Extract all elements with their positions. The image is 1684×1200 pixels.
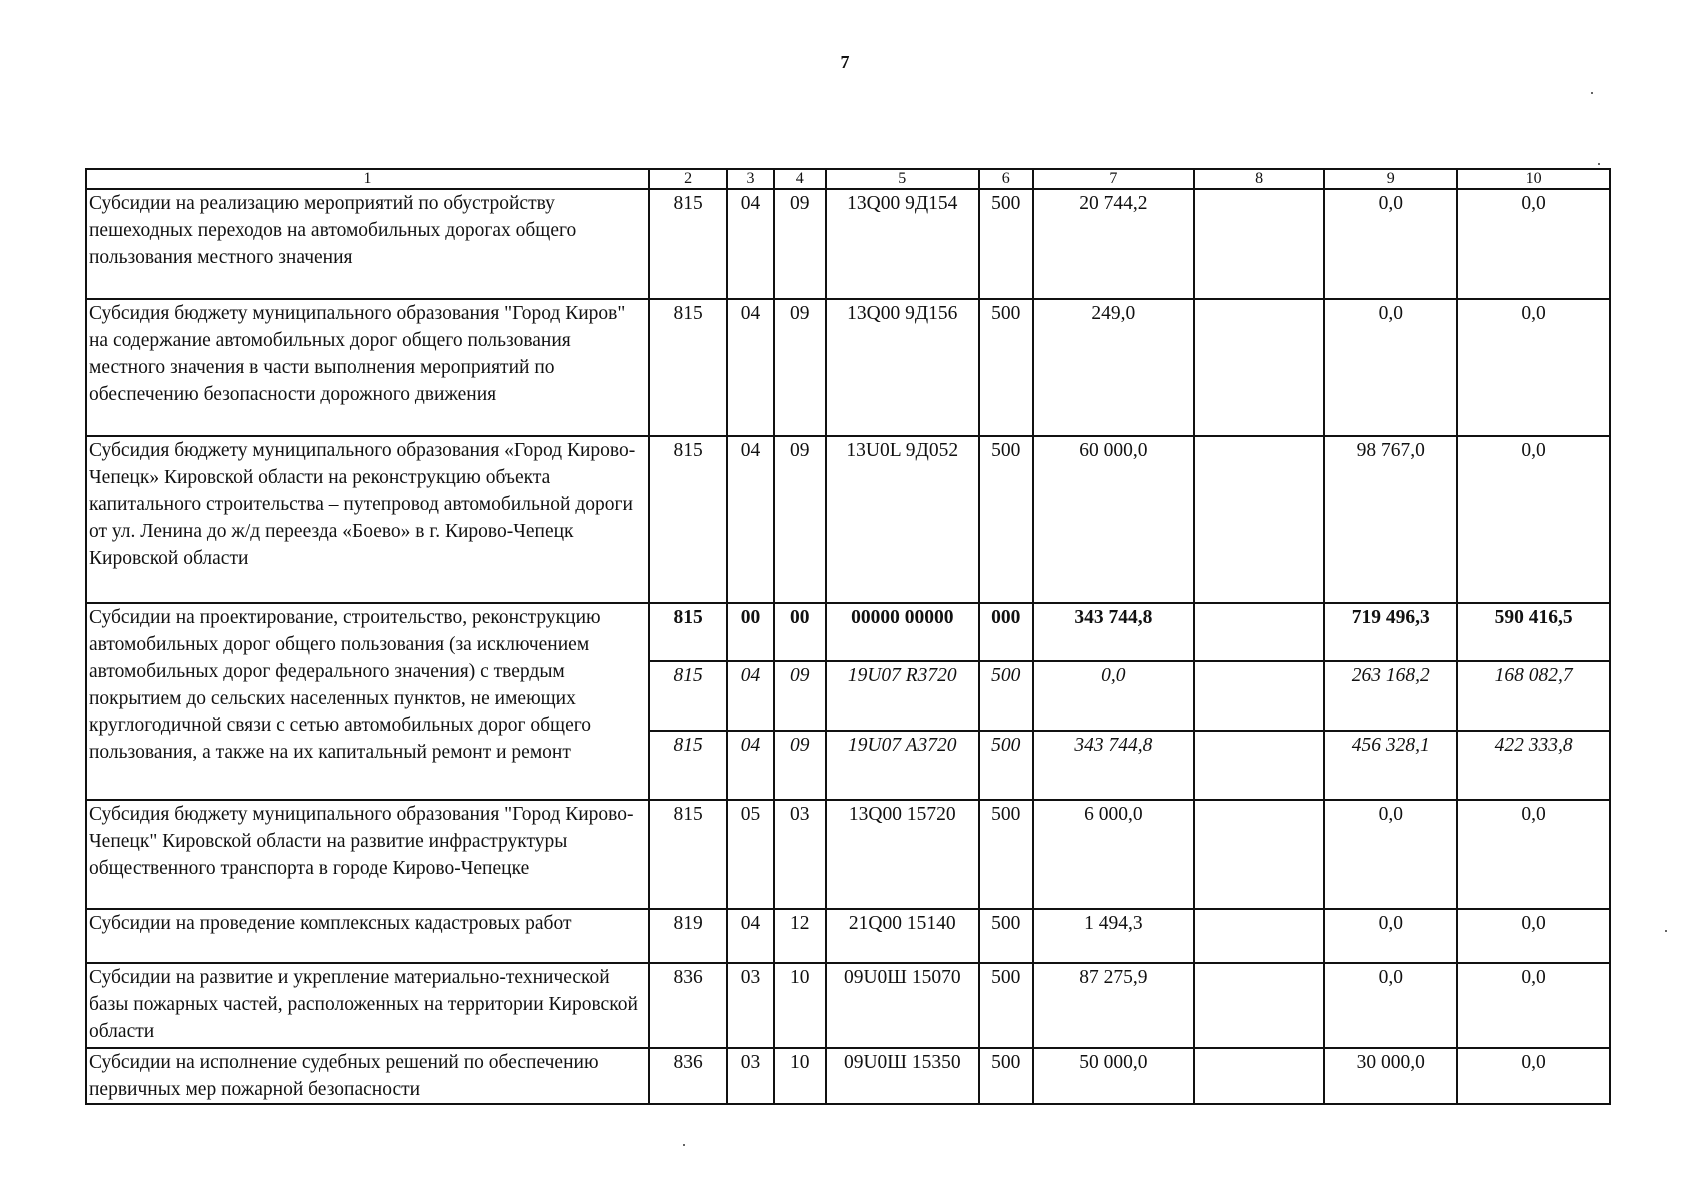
- cell-amount-10: 0,0: [1457, 1048, 1610, 1104]
- cell-expense-type: 500: [979, 731, 1033, 800]
- cell-amount-7: 343 744,8: [1033, 603, 1194, 661]
- cell-section: 03: [727, 1048, 773, 1104]
- cell-subsection: 03: [774, 800, 826, 909]
- cell-subsection: 09: [774, 661, 826, 731]
- col-header: 5: [826, 169, 979, 189]
- cell-amount-9: 0,0: [1324, 189, 1457, 299]
- cell-section: 04: [727, 189, 773, 299]
- cell-target-article: 13Q00 15720: [826, 800, 979, 909]
- cell-amount-9: 98 767,0: [1324, 436, 1457, 603]
- row-description: Субсидии на проведение комплексных кадастровых работ: [86, 909, 649, 963]
- table-row: [86, 1048, 1610, 1104]
- cell-target-article: 09U0Ш 15350: [826, 1048, 979, 1104]
- page-number: 7: [840, 52, 850, 72]
- cell-target-article: 00000 00000: [826, 603, 979, 661]
- row-description: Субсидия бюджету муниципального образования "Город Кирово-Чепецк" Кировской области на развитие инфраструктуры общественного транспорта в городе Кирово-Чепецке: [86, 800, 649, 909]
- cell-amount-8: [1194, 909, 1325, 963]
- cell-code-admin: 819: [649, 909, 727, 963]
- cell-amount-10: 0,0: [1457, 189, 1610, 299]
- cell-target-article: 19U07 A3720: [826, 731, 979, 800]
- cell-amount-7: 87 275,9: [1033, 963, 1194, 1048]
- cell-amount-9: 263 168,2: [1324, 661, 1457, 731]
- cell-amount-9: 0,0: [1324, 963, 1457, 1048]
- cell-amount-7: 1 494,3: [1033, 909, 1194, 963]
- cell-section: 04: [727, 299, 773, 436]
- cell-expense-type: 500: [979, 963, 1033, 1048]
- col-header: 3: [727, 169, 773, 189]
- table-row: [86, 963, 1610, 1048]
- cell-code-admin: 815: [649, 189, 727, 299]
- table-row: [86, 436, 1610, 603]
- cell-subsection: 09: [774, 189, 826, 299]
- cell-amount-8: [1194, 189, 1325, 299]
- cell-section: 04: [727, 731, 773, 800]
- cell-code-admin: 836: [649, 1048, 727, 1104]
- cell-amount-9: 456 328,1: [1324, 731, 1457, 800]
- cell-section: 05: [727, 800, 773, 909]
- cell-target-article: 21Q00 15140: [826, 909, 979, 963]
- cell-subsection: 00: [774, 603, 826, 661]
- cell-target-article: 13Q00 9Д154: [826, 189, 979, 299]
- cell-amount-8: [1194, 1048, 1325, 1104]
- cell-code-admin: 815: [649, 436, 727, 603]
- row-description: Субсидии на развитие и укрепление материально-технической базы пожарных частей, расположенных на территории Кировской области: [86, 963, 649, 1048]
- scan-speck: [683, 1144, 685, 1146]
- col-header: 8: [1194, 169, 1325, 189]
- table-row: [86, 189, 1610, 299]
- cell-subsection: 12: [774, 909, 826, 963]
- cell-amount-8: [1194, 603, 1325, 661]
- row-description: Субсидии на проектирование, строительство, реконструкцию автомобильных дорог общего пользования (за исключением автомобильных дорог федерального значения) с твердым покрытием до сельских населенных пунктов, не имеющих круглогодичной связи с сетью автомобильных дорог общего пользования, а также на их капитальный ремонт и ремонт: [86, 603, 649, 800]
- col-header: 9: [1324, 169, 1457, 189]
- cell-subsection: 09: [774, 299, 826, 436]
- scan-speck: [1665, 930, 1667, 932]
- cell-expense-type: 500: [979, 909, 1033, 963]
- cell-amount-10: 0,0: [1457, 800, 1610, 909]
- row-description: Субсидия бюджету муниципального образования "Город Киров" на содержание автомобильных дорог общего пользования местного значения в части выполнения мероприятий по обеспечению безопасности дорожного движения: [86, 299, 649, 436]
- col-header: 10: [1457, 169, 1610, 189]
- cell-amount-9: 0,0: [1324, 299, 1457, 436]
- cell-amount-7: 60 000,0: [1033, 436, 1194, 603]
- cell-target-article: 13Q00 9Д156: [826, 299, 979, 436]
- cell-subsection: 10: [774, 1048, 826, 1104]
- cell-subsection: 10: [774, 963, 826, 1048]
- cell-code-admin: 815: [649, 603, 727, 661]
- cell-code-admin: 815: [649, 661, 727, 731]
- scan-speck: [1591, 92, 1593, 94]
- cell-amount-9: 30 000,0: [1324, 1048, 1457, 1104]
- cell-target-article: 09U0Ш 15070: [826, 963, 979, 1048]
- cell-amount-7: 249,0: [1033, 299, 1194, 436]
- cell-amount-9: 0,0: [1324, 909, 1457, 963]
- cell-amount-8: [1194, 299, 1325, 436]
- col-header: 7: [1033, 169, 1194, 189]
- budget-table: [85, 168, 1611, 1105]
- cell-section: 04: [727, 909, 773, 963]
- cell-code-admin: 815: [649, 800, 727, 909]
- table-row: [86, 909, 1610, 963]
- cell-subsection: 09: [774, 731, 826, 800]
- row-description: Субсидия бюджету муниципального образования «Город Кирово-Чепецк» Кировской области на реконструкцию объекта капитального строительства – путепровод автомобильной дороги от ул. Ленина до ж/д переезда «Боево» в г. Кирово-Чепецк Кировской области: [86, 436, 649, 603]
- cell-amount-10: 0,0: [1457, 299, 1610, 436]
- cell-expense-type: 500: [979, 299, 1033, 436]
- header-row: [86, 169, 1610, 189]
- cell-expense-type: 500: [979, 189, 1033, 299]
- cell-section: 04: [727, 661, 773, 731]
- col-header: 1: [86, 169, 649, 189]
- cell-amount-9: 0,0: [1324, 800, 1457, 909]
- table-row-total: [86, 603, 1610, 661]
- cell-expense-type: 000: [979, 603, 1033, 661]
- cell-target-article: 13U0L 9Д052: [826, 436, 979, 603]
- cell-amount-10: 0,0: [1457, 909, 1610, 963]
- scan-speck: [1598, 163, 1600, 165]
- cell-amount-8: [1194, 436, 1325, 603]
- cell-amount-10: 0,0: [1457, 436, 1610, 603]
- col-header: 2: [649, 169, 727, 189]
- cell-amount-9: 719 496,3: [1324, 603, 1457, 661]
- cell-code-admin: 836: [649, 963, 727, 1048]
- cell-expense-type: 500: [979, 1048, 1033, 1104]
- cell-amount-7: 50 000,0: [1033, 1048, 1194, 1104]
- cell-amount-7: 343 744,8: [1033, 731, 1194, 800]
- cell-amount-10: 590 416,5: [1457, 603, 1610, 661]
- cell-section: 03: [727, 963, 773, 1048]
- cell-amount-8: [1194, 661, 1325, 731]
- row-description: Субсидии на исполнение судебных решений по обеспечению первичных мер пожарной безопасности: [86, 1048, 649, 1104]
- cell-code-admin: 815: [649, 299, 727, 436]
- cell-code-admin: 815: [649, 731, 727, 800]
- row-description: Субсидии на реализацию мероприятий по обустройству пешеходных переходов на автомобильных дорогах общего пользования местного значения: [86, 189, 649, 299]
- cell-expense-type: 500: [979, 661, 1033, 731]
- cell-amount-10: 422 333,8: [1457, 731, 1610, 800]
- table-row: [86, 800, 1610, 909]
- cell-expense-type: 500: [979, 800, 1033, 909]
- col-header: 4: [774, 169, 826, 189]
- cell-amount-10: 168 082,7: [1457, 661, 1610, 731]
- cell-section: 00: [727, 603, 773, 661]
- cell-expense-type: 500: [979, 436, 1033, 603]
- cell-amount-7: 6 000,0: [1033, 800, 1194, 909]
- cell-amount-8: [1194, 963, 1325, 1048]
- cell-amount-7: 0,0: [1033, 661, 1194, 731]
- cell-amount-10: 0,0: [1457, 963, 1610, 1048]
- cell-subsection: 09: [774, 436, 826, 603]
- cell-amount-8: [1194, 800, 1325, 909]
- cell-section: 04: [727, 436, 773, 603]
- cell-amount-8: [1194, 731, 1325, 800]
- cell-target-article: 19U07 R3720: [826, 661, 979, 731]
- cell-amount-7: 20 744,2: [1033, 189, 1194, 299]
- col-header: 6: [979, 169, 1033, 189]
- table-row: [86, 299, 1610, 436]
